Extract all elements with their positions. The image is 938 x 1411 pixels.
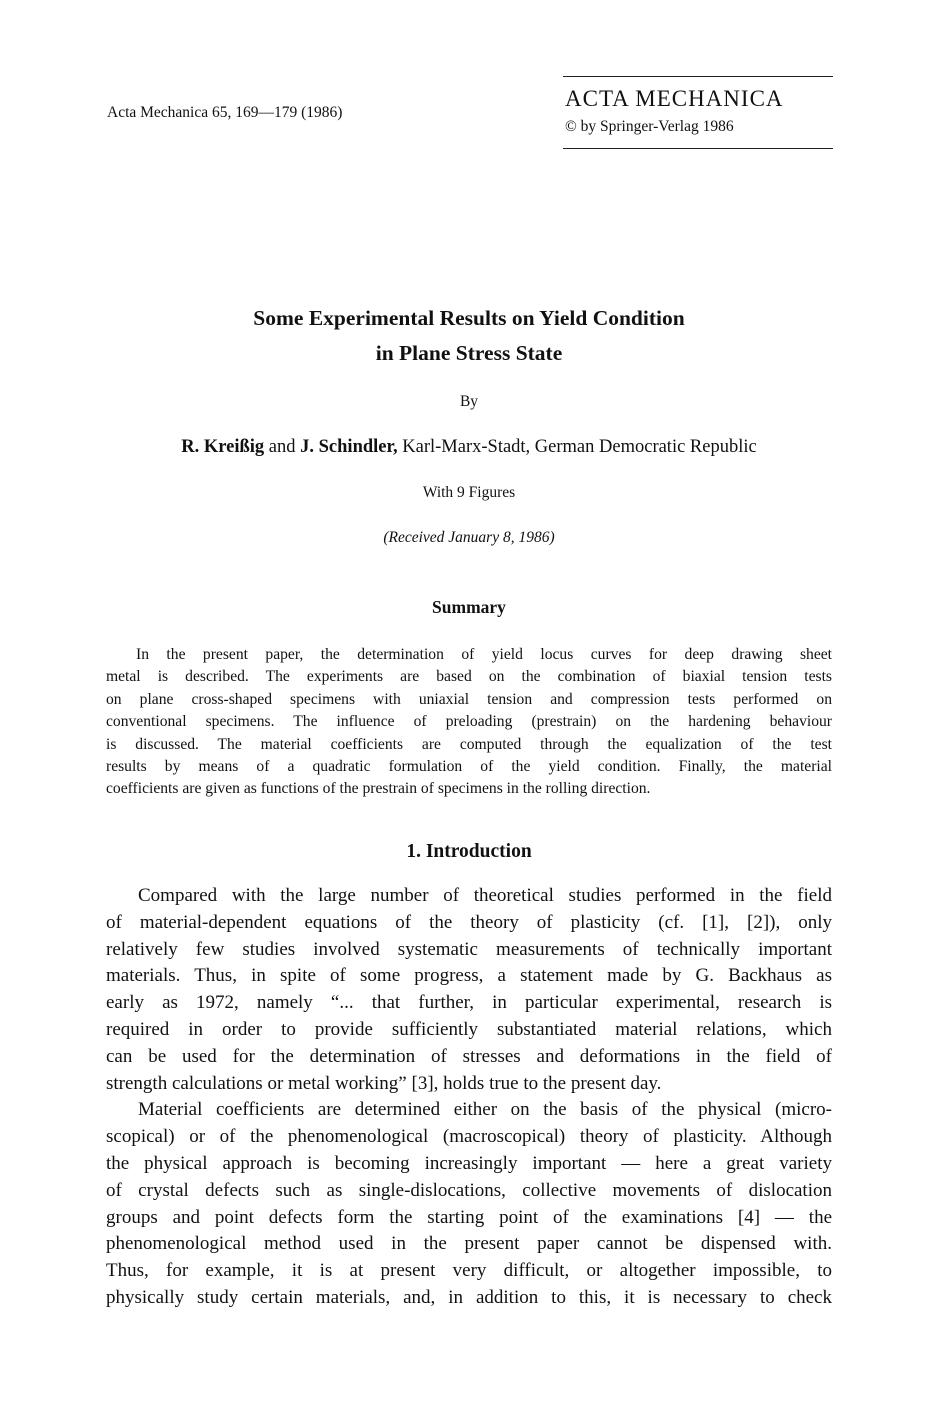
and: and	[264, 437, 301, 457]
body-line: required in order to provide sufficiently substantiated material relations, which	[106, 1018, 832, 1040]
copyright: © by Springer-Verlag 1986	[565, 118, 734, 135]
body-line: groups and point defects form the starting point of the examinations [4] — the	[106, 1206, 832, 1228]
affiliation: Karl-Marx-Stadt, German Democratic Republic	[397, 437, 757, 457]
summary-line: results by means of a quadratic formulation of the yield condition. Finally, the material	[106, 757, 832, 775]
journal-masthead	[563, 76, 833, 149]
body-line: Thus, for example, it is at present very difficult, or altogether impossible, to	[106, 1260, 832, 1282]
by-label: By	[459, 393, 479, 410]
summary-line: coefficients are given as functions of the prestrain of specimens in the rolling direction.	[106, 780, 651, 798]
author-2: J. Schindler,	[300, 437, 398, 457]
summary-line: conventional specimens. The influence of preloading (prestrain) on the hardening behaviour	[106, 713, 832, 731]
title-line-2: in Plane Stress State	[375, 341, 563, 365]
body-line: strength calculations or metal working” [3], holds true to the present day.	[106, 1072, 662, 1094]
summary-line: on plane cross-shaped specimens with uniaxial tension and compression tests performed on	[106, 690, 832, 708]
body-line: early as 1972, namely “... that further, in particular experimental, research is	[106, 992, 832, 1014]
body-line: of material-dependent equations of the theory of plasticity (cf. [1], [2]), only	[106, 911, 832, 933]
section-heading-introduction: 1. Introduction	[406, 841, 532, 862]
citation: Acta Mechanica 65, 169—179 (1986)	[107, 104, 343, 121]
body-line: Compared with the large number of theoretical studies performed in the field	[138, 885, 832, 906]
introduction-text	[106, 883, 832, 1312]
body-line: scopical) or of the phenomenological (macroscopical) theory of plasticity. Although	[106, 1126, 832, 1148]
body-line: physically study certain materials, and, in addition to this, it is necessary to check	[106, 1286, 832, 1308]
figure-count: With 9 Figures	[422, 484, 516, 501]
title-line-1: Some Experimental Results on Yield Condition	[253, 306, 685, 330]
body-line: phenomenological method used in the present paper cannot be dispensed with.	[106, 1233, 832, 1255]
body-line: can be used for the determination of stresses and deformations in the field of	[106, 1045, 832, 1067]
summary-line: In the present paper, the determination of yield locus curves for deep drawing sheet	[136, 646, 832, 663]
authors	[0, 437, 938, 458]
journal-name: ACTA MECHANICA	[565, 86, 784, 111]
body-line: materials. Thus, in spite of some progress, a statement made by G. Backhaus as	[106, 965, 832, 987]
received-date: (Received January 8, 1986)	[383, 529, 555, 546]
summary-line: is discussed. The material coefficients are computed through the equalization of the test	[106, 735, 832, 753]
summary-text	[106, 644, 832, 801]
body-line: relatively few studies involved systematic measurements of technically important	[106, 938, 832, 960]
body-line: the physical approach is becoming increasingly important — here a great variety	[106, 1152, 832, 1174]
body-line: of crystal defects such as single-dislocations, collective movements of dislocation	[106, 1179, 832, 1201]
summary-line: metal is described. The experiments are based on the combination of biaxial tension tests	[106, 668, 832, 686]
body-line: Material coefficients are determined either on the basis of the physical (micro-	[138, 1099, 832, 1121]
summary-heading: Summary	[432, 597, 506, 617]
author-1: R. Kreißig	[181, 437, 265, 457]
